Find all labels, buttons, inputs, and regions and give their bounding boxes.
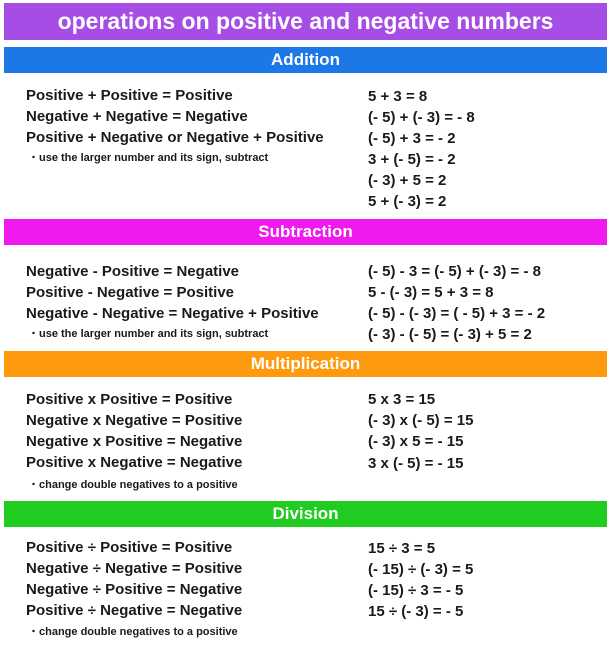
division-note: ・change double negatives to a positive (28, 626, 238, 638)
subtraction-example: 5 - (- 3) = 5 + 3 = 8 (368, 284, 494, 301)
multiplication-heading: Multiplication (4, 351, 607, 377)
subtraction-example: (- 3) - (- 5) = (- 3) + 5 = 2 (368, 326, 532, 343)
subtraction-example: (- 5) - 3 = (- 5) + (- 3) = - 8 (368, 263, 541, 280)
subtraction-rule: Negative - Positive = Negative (26, 263, 240, 280)
addition-rule: Positive + Positive = Positive (26, 87, 233, 104)
addition-example: (- 5) + (- 3) = - 8 (368, 109, 475, 126)
multiplication-example: (- 3) x 5 = - 15 (368, 433, 464, 450)
division-rule: Positive ÷ Positive = Positive (26, 539, 233, 556)
addition-rule: Positive + Negative or Negative + Positive (26, 129, 324, 146)
subtraction-note: ・use the larger number and its sign, subtract (28, 328, 269, 340)
multiplication-example: 5 x 3 = 15 (368, 391, 436, 408)
addition-example: (- 3) + 5 = 2 (368, 172, 447, 189)
page-title: operations on positive and negative numbers (4, 3, 607, 40)
division-rule: Positive ÷ Negative = Negative (26, 602, 243, 619)
division-rule: Negative ÷ Positive = Negative (26, 581, 243, 598)
subtraction-rule: Negative - Negative = Negative + Positive (26, 305, 319, 322)
multiplication-rule: Positive x Positive = Positive (26, 391, 233, 408)
addition-example: 3 + (- 5) = - 2 (368, 151, 456, 168)
division-rule: Negative ÷ Negative = Positive (26, 560, 243, 577)
multiplication-rule: Positive x Negative = Negative (26, 454, 243, 471)
subtraction-example: (- 5) - (- 3) = ( - 5) + 3 = - 2 (368, 305, 546, 322)
addition-example: (- 5) + 3 = - 2 (368, 130, 456, 147)
subtraction-heading: Subtraction (4, 219, 607, 245)
addition-example: 5 + 3 = 8 (368, 88, 428, 105)
division-example: 15 ÷ (- 3) = - 5 (368, 603, 464, 620)
addition-example: 5 + (- 3) = 2 (368, 193, 447, 210)
multiplication-example: (- 3) x (- 5) = 15 (368, 412, 474, 429)
addition-rule: Negative + Negative = Negative (26, 108, 248, 125)
addition-heading: Addition (4, 47, 607, 73)
division-example: 15 ÷ 3 = 5 (368, 540, 436, 557)
multiplication-note: ・change double negatives to a positive (28, 479, 238, 491)
multiplication-rule: Negative x Negative = Positive (26, 412, 243, 429)
multiplication-example: 3 x (- 5) = - 15 (368, 455, 464, 472)
addition-note: ・use the larger number and its sign, subtract (28, 152, 269, 164)
division-example: (- 15) ÷ (- 3) = 5 (368, 561, 474, 578)
division-heading: Division (4, 501, 607, 527)
division-example: (- 15) ÷ 3 = - 5 (368, 582, 464, 599)
multiplication-rule: Negative x Positive = Negative (26, 433, 243, 450)
subtraction-rule: Positive - Negative = Positive (26, 284, 235, 301)
